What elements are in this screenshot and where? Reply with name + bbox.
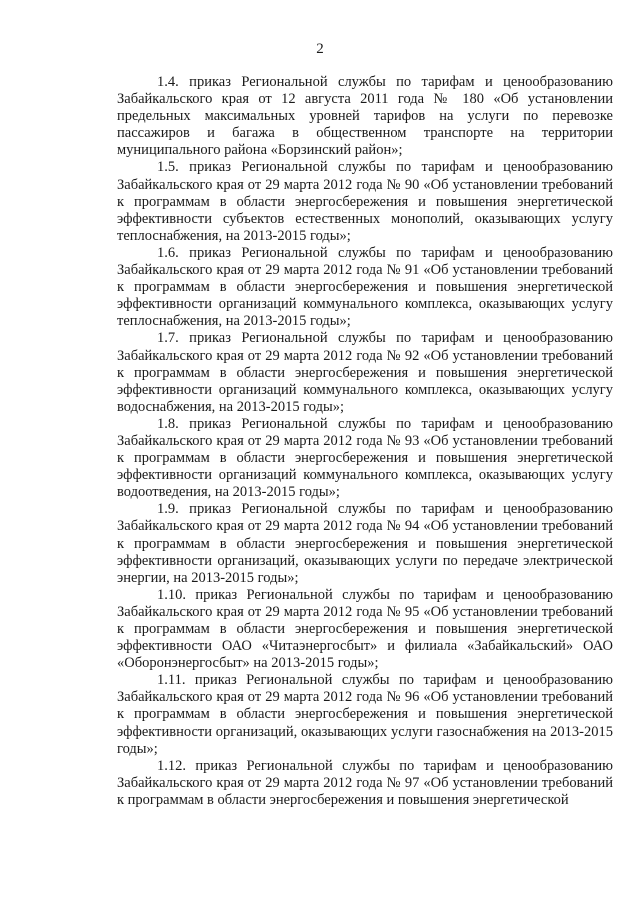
paragraph-1-8: 1.8. приказ Региональной службы по тарифам и ценообразованию Забайкальского края от 29 марта 2012 года № 93 «Об установлении требований к программам в области энергосбережения и повышения энергетической эффективности организаций коммунального комплекса, оказывающих услугу водоотведения, на 2013-2015 годы»; (117, 415, 613, 501)
paragraph-1-5: 1.5. приказ Региональной службы по тарифам и ценообразованию Забайкальского края от 29 марта 2012 года № 90 «Об установлении требований к программам в области энергосбережения и повышения энергетической эффективности субъектов естественных монополий, оказывающих услугу теплоснабжения, на 2013-2015 годы»; (117, 159, 613, 244)
paragraph-1-10: 1.10. приказ Региональной службы по тарифам и ценообразованию Забайкальского края от 29 марта 2012 года № 95 «Об установлении требований к программам в области энергосбережения и повышения энергетической эффективности ОАО «Читаэнергосбыт» и филиала «Забайкальский» ОАО «Оборонэнергосбыт» на 2013-2015 годы»; (117, 586, 613, 672)
page-number: 2 (316, 41, 324, 57)
paragraph-1-6: 1.6. приказ Региональной службы по тарифам и ценообразованию Забайкальского края от 29 марта 2012 года № 91 «Об установлении требований к программам в области энергосбережения и повышения энергетической эффективности организаций коммунального комплекса, оказывающих услугу теплоснабжения, на 2013-2015 годы»; (117, 244, 613, 330)
document-body (117, 74, 613, 809)
paragraph-1-12: 1.12. приказ Региональной службы по тарифам и ценообразованию Забайкальского края от 29 марта 2012 года № 97 «Об установлении требований к программам в области энергосбережения и повышения энергетической (117, 757, 613, 808)
paragraph-1-4: 1.4. приказ Региональной службы по тарифам и ценообразованию Забайкальского края от 12 августа 2011 года № 180 «Об установлении предельных максимальных уровней тарифов на услуги по перевозке пассажиров и багажа в общественном транспорте на территории муниципального района «Борзинский район»; (117, 74, 613, 159)
paragraph-1-11: 1.11. приказ Региональной службы по тарифам и ценообразованию Забайкальского края от 29 марта 2012 года № 96 «Об установлении требований к программам в области энергосбережения и повышения энергетической эффективности организаций, оказывающих услуги газоснабжения на 2013-2015 годы»; (117, 672, 613, 757)
paragraph-1-9: 1.9. приказ Региональной службы по тарифам и ценообразованию Забайкальского края от 29 марта 2012 года № 94 «Об установлении требований к программам в области энергосбережения и повышения энергетической эффективности организаций, оказывающих услуги по передаче электрической энергии, на 2013-2015 годы»; (117, 501, 613, 586)
paragraph-1-7: 1.7. приказ Региональной службы по тарифам и ценообразованию Забайкальского края от 29 марта 2012 года № 92 «Об установлении требований к программам в области энергосбережения и повышения энергетической эффективности организаций коммунального комплекса, оказывающих услугу водоснабжения, на 2013-2015 годы»; (117, 330, 613, 415)
